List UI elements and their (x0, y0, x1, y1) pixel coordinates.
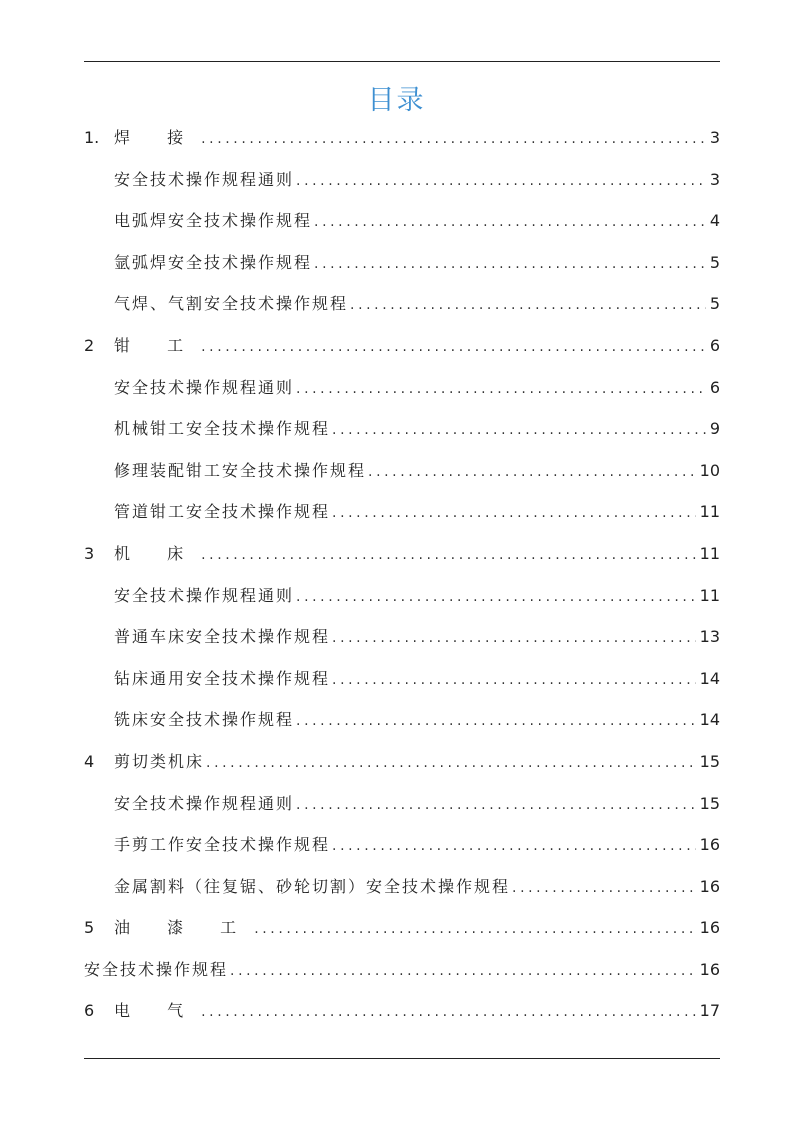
toc-entry-title: 机 床 (114, 543, 200, 563)
toc-dot-leader (332, 826, 696, 868)
toc-entry-title: 普通车床安全技术操作规程 (114, 627, 331, 647)
toc-dot-leader (296, 161, 706, 203)
toc-entry-title: 安全技术操作规程通则 (114, 169, 295, 189)
toc-entry-page-number: 13 (699, 627, 720, 647)
toc-entry-title: 电弧焊安全技术操作规程 (114, 211, 313, 231)
toc-entry[interactable] (84, 533, 720, 575)
toc-dot-leader (350, 285, 706, 327)
footer-rule (84, 1058, 720, 1059)
toc-entry[interactable] (84, 159, 720, 201)
toc-dot-leader (254, 909, 695, 951)
toc-dot-leader (332, 618, 696, 660)
toc-dot-leader (512, 868, 696, 910)
toc-entry-title: 安全技术操作规程通则 (114, 377, 295, 397)
toc-entry[interactable] (84, 117, 720, 159)
toc-entry-title: 手剪工作安全技术操作规程 (114, 835, 331, 855)
toc-entry-title: 安全技术操作规程 (84, 959, 229, 979)
table-of-contents (84, 117, 720, 1032)
toc-dot-leader (296, 369, 706, 411)
toc-entry-number: 1. (84, 128, 100, 147)
toc-entry-title: 气焊、气割安全技术操作规程 (114, 294, 349, 314)
toc-entry-page-number: 10 (699, 460, 720, 480)
toc-entry-page-number: 3 (709, 128, 720, 147)
toc-entry-page-number: 11 (699, 543, 720, 563)
toc-entry-number: 2 (84, 335, 95, 355)
toc-entry[interactable] (84, 783, 720, 825)
toc-entry[interactable] (84, 616, 720, 658)
toc-dot-leader (206, 743, 696, 785)
toc-dot-leader (296, 785, 696, 827)
toc-dot-leader (368, 452, 696, 494)
toc-entry-page-number: 4 (709, 211, 720, 231)
toc-entry-title: 钻床通用安全技术操作规程 (114, 668, 331, 688)
toc-entry-number: 4 (84, 751, 95, 771)
toc-entry-page-number: 16 (699, 876, 720, 896)
toc-entry[interactable] (84, 367, 720, 409)
toc-entry[interactable] (84, 990, 720, 1032)
toc-entry-title: 电 气 (114, 1001, 200, 1021)
toc-entry[interactable] (84, 200, 720, 242)
toc-dot-leader (201, 992, 696, 1034)
toc-entry-page-number: 6 (709, 335, 720, 355)
toc-entry-page-number: 5 (709, 294, 720, 314)
toc-entry-page-number: 5 (709, 252, 720, 272)
toc-entry-page-number: 14 (699, 710, 720, 730)
toc-entry-title: 氩弧焊安全技术操作规程 (114, 252, 313, 272)
toc-entry-page-number: 15 (699, 751, 720, 771)
toc-dot-leader (201, 535, 696, 577)
toc-entry[interactable] (84, 325, 720, 367)
toc-entry-page-number: 6 (709, 377, 720, 397)
toc-entry[interactable] (84, 242, 720, 284)
toc-dot-leader (296, 577, 696, 619)
toc-dot-leader (314, 244, 706, 286)
toc-entry-title: 金属割料（往复锯、砂轮切割）安全技术操作规程 (114, 876, 511, 896)
toc-entry-title: 修理装配钳工安全技术操作规程 (114, 460, 367, 480)
toc-entry[interactable] (84, 283, 720, 325)
toc-entry-title: 安全技术操作规程通则 (114, 793, 295, 813)
toc-entry[interactable] (84, 450, 720, 492)
toc-entry[interactable] (84, 907, 720, 949)
toc-dot-leader (314, 202, 706, 244)
toc-dot-leader (296, 701, 696, 743)
toc-entry-page-number: 11 (699, 502, 720, 522)
toc-entry-title: 安全技术操作规程通则 (114, 585, 295, 605)
toc-entry-page-number: 17 (699, 1001, 720, 1021)
toc-dot-leader (201, 119, 706, 161)
toc-entry-title: 钳 工 (114, 335, 200, 355)
toc-entry-title: 油 漆 工 (114, 918, 253, 938)
toc-entry-page-number: 11 (699, 585, 720, 605)
toc-entry[interactable] (84, 949, 720, 991)
toc-title: 目录 (367, 85, 426, 116)
toc-entry-number: 6 (84, 1001, 95, 1021)
toc-entry[interactable] (84, 491, 720, 533)
toc-entry[interactable] (84, 741, 720, 783)
toc-dot-leader (201, 327, 706, 369)
toc-entry[interactable] (84, 658, 720, 700)
toc-entry-page-number: 16 (699, 959, 720, 979)
toc-entry-title: 管道钳工安全技术操作规程 (114, 502, 331, 522)
toc-entry-page-number: 15 (699, 793, 720, 813)
toc-entry-title: 铣床安全技术操作规程 (114, 710, 295, 730)
toc-entry-page-number: 16 (699, 835, 720, 855)
toc-entry-number: 3 (84, 543, 95, 563)
toc-entry[interactable] (84, 824, 720, 866)
toc-entry-page-number: 16 (699, 918, 720, 938)
toc-entry[interactable] (84, 699, 720, 741)
toc-dot-leader (332, 410, 706, 452)
toc-entry[interactable] (84, 408, 720, 450)
toc-entry-title: 剪切类机床 (114, 751, 205, 771)
toc-entry-page-number: 14 (699, 668, 720, 688)
toc-dot-leader (332, 660, 696, 702)
toc-entry-page-number: 3 (709, 169, 720, 189)
toc-entry[interactable] (84, 866, 720, 908)
toc-entry-title: 机械钳工安全技术操作规程 (114, 419, 331, 439)
toc-entry-page-number: 9 (709, 419, 720, 439)
toc-entry-number: 5 (84, 918, 95, 938)
toc-dot-leader (230, 951, 696, 993)
toc-entry[interactable] (84, 575, 720, 617)
toc-dot-leader (332, 493, 696, 535)
header-rule (84, 61, 720, 62)
toc-entry-title: 焊 接 (114, 128, 200, 147)
